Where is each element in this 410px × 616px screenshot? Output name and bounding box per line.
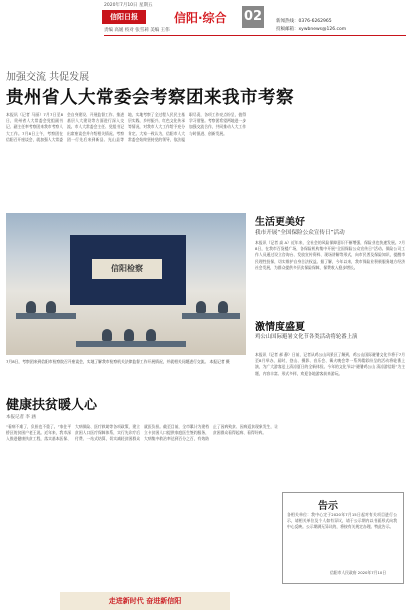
attendee: [146, 329, 156, 341]
attendee: [46, 301, 56, 313]
story-subhead: 我市开展“全国保险公众宣传日”活动: [255, 230, 345, 236]
masthead-date: 2020年7月10日 星期五: [104, 3, 153, 8]
attendee: [218, 301, 228, 313]
attendee: [26, 301, 36, 313]
notice-footer: 信阳市人民政府 2020年7月10日: [330, 570, 387, 575]
lead-headline: 贵州省人大常委会考察团来我市考察: [6, 88, 294, 108]
story-body: 本报讯（记者 高 A）近年来，全社会的风险保障意识不断增强，保险业也快速发展。7月8日，在我市百货楼广场，各保险机构集中开展“全国保险公众宣传日”活动。保险公司工作人员通过设立咨询台、发放宣传资料、现场讲解等形式，向市民普及保险知识，提醒市民理性投保，切实维护自身合法权益。据了解，今年以来，我市保险业积极服务地方经济社会发展，为群众提供多层次保险保障，保费收入稳步增长。: [255, 240, 405, 270]
masthead-divider: [104, 35, 406, 36]
newspaper-logo: 信阳日报: [102, 10, 146, 24]
notice-body: 各相关单位：我中心定于2020年7月15日起对有关项目进行公示，请相关单位及个人如有异议，请于公示期内以书面形式向我中心反映。公示期满无异议的，将按有关规定办理。特此告示。: [287, 512, 397, 530]
story-headline: 健康扶贫暖人心: [6, 398, 98, 413]
attendee: [196, 301, 206, 313]
lead-kicker: 加强交流 共促发展: [6, 72, 90, 83]
section-title: 信阳·综合: [174, 11, 227, 25]
story-body: “看病不难了，负担也不重了。”家住平桥区的贫困户老王说。近年来，我市深入推进健康扶贫工程，落实基本医保、大病保险、医疗救助等各项政策，建立贫困人口医疗保障体系，实行先诊疗后付费、一站式结算，切实减轻贫困群众就医负担。截至目前，全市累计为建档立卡贫困人口提供家庭医生签约服务，大病集中救治率达到百分之百，有效防止了因病致贫、因病返贫现象发生，让贫困群众看得起病、看得好病。: [6, 424, 278, 442]
conference-screen: [70, 235, 186, 305]
news-hotline: 新闻热线：0376-6262965: [276, 19, 332, 24]
story-headline: 生活更美好: [255, 217, 305, 228]
desk: [76, 341, 186, 347]
slogan-banner: 走进新时代 奋进新信阳: [60, 592, 230, 610]
desk: [16, 313, 76, 319]
screen-label: 信阳检察: [92, 259, 162, 279]
story-subhead: 鸡公山国际避暑文化节各类活动将轮番上演: [255, 334, 358, 340]
editor-credits: 责编 高媛 校对 张雪莉 美编 王伟: [104, 28, 170, 33]
story-body: 本报讯（记者 郝 静）日前，记者从鸡公山风景区了解到，鸡公山国际避暑文化节将于7月至8月举办，届时，登山、摄影、音乐会、篝火晚会等一系列精彩纷呈的活动将轮番上演，为广大游客送上清凉夏日的全新体验。今年的文化节以“避暑鸡公山 清凉游信阳”为主题，内容丰富、形式多样，欢迎各地游客前来游玩。: [255, 352, 405, 376]
lead-body: 本报讯（记者 马丽）7月7日至8日，贵州省人大常委会党组副书记、副主任率考察团来我市考察人大工作。7月8日上午，考察团在信阳召开座谈会，就加强人大常委会自身建设、开展监督工作、推进基层人大建设等方面进行深入交流。市人大常委会主任、党组书记出席座谈会并介绍相关情况。考察团一行先后来到新县、光山县等地，实地考察了全过程人民民主基层实践、乡村振兴、红色文化传承等情况，对我市人大工作给予充分肯定。大家一致认为，信阳市人大常委会始终坚持党的领导，依法履职尽责，各项工作亮点纷呈，值得学习借鉴。考察团希望两地进一步加强交流合作，共同推动人大工作与时俱进、创新发展。: [6, 112, 246, 142]
notice-title: 告示: [318, 501, 338, 512]
meeting-photo: [6, 213, 246, 355]
photo-caption: 7月8日，考察团来到信阳市检察院召开座谈会，实地了解我市检察机关法律监督工作开展情况，并就相关问题进行交流。 本报记者 摄: [6, 359, 230, 364]
desk: [182, 313, 240, 319]
page-number-badge: 02: [242, 6, 264, 28]
attendee: [124, 329, 134, 341]
attendee: [102, 329, 112, 341]
submission-email: 投稿邮箱：xywbnews@126.com: [276, 27, 347, 32]
story-headline: 激情度盛夏: [255, 322, 305, 333]
byline: 本报记者 李 涵: [6, 415, 36, 420]
